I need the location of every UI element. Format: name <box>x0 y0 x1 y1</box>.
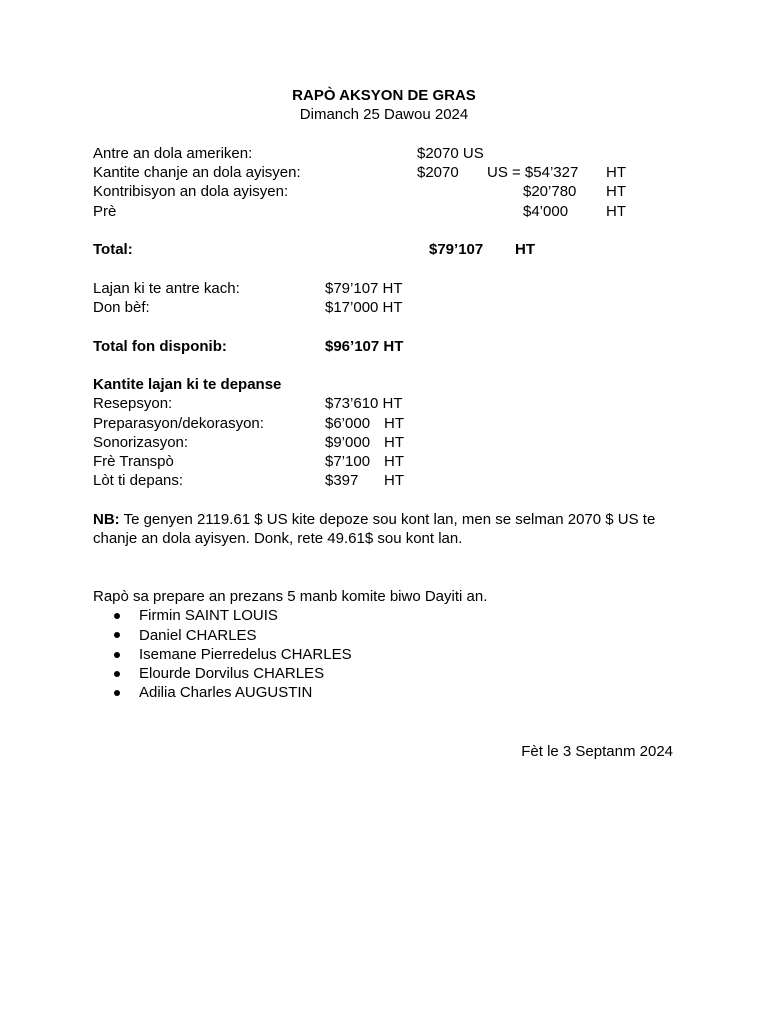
available-label: Total fon disponib: <box>93 338 227 355</box>
note-line-1 <box>93 510 655 529</box>
expense-label: Frè Transpò <box>93 453 174 470</box>
committee-intro: Rapò sa prepare an prezans 5 manb komite biwo Dayiti an. <box>93 588 488 605</box>
expense-unit: HT <box>384 434 404 451</box>
total-value: $79’107 <box>429 241 484 258</box>
expense-value: $6’000 <box>325 415 371 432</box>
loan-unit: HT <box>606 203 626 220</box>
expense-label: Preparasyon/dekorasyon: <box>93 415 264 432</box>
contrib-value: $20’780 <box>523 183 577 200</box>
usd-in-label: Antre an dola ameriken: <box>93 145 253 162</box>
bullet-icon <box>114 632 120 638</box>
available-value: $96’107 HT <box>325 338 404 355</box>
exchange-usd: $2070 <box>417 164 459 181</box>
report-date: Dimanch 25 Dawou 2024 <box>299 106 469 123</box>
committee-member: Elourde Dorvilus CHARLES <box>139 665 325 682</box>
expense-unit: HT <box>384 453 404 470</box>
expense-label: Resepsyon: <box>93 395 173 412</box>
bullet-icon <box>114 613 120 619</box>
beef-value: $17’000 HT <box>325 299 403 316</box>
note-prefix: NB: <box>93 511 120 528</box>
exchange-unit: HT <box>606 164 626 181</box>
committee-member: Firmin SAINT LOUIS <box>139 607 278 624</box>
total-unit: HT <box>515 241 535 258</box>
note-line-2: chanje an dola ayisyen. Donk, rete 49.61$ sou kont lan. <box>93 530 463 547</box>
expense-unit: HT <box>384 472 404 489</box>
note-text-1: Te genyen 2119.61 $ US kite depoze sou kont lan, men se selman 2070 $ US te <box>119 511 656 528</box>
committee-member: Adilia Charles AUGUSTIN <box>139 684 313 701</box>
bullet-icon <box>114 690 120 696</box>
expense-value: $73’610 HT <box>325 395 403 412</box>
committee-member: Daniel CHARLES <box>139 627 257 644</box>
usd-in-value: $2070 US <box>417 145 484 162</box>
contrib-label: Kontribisyon an dola ayisyen: <box>93 183 289 200</box>
expense-label: Sonorizasyon: <box>93 434 189 451</box>
expense-value: $9’000 <box>325 434 371 451</box>
expense-value: $397 <box>325 472 359 489</box>
committee-member: Isemane Pierredelus CHARLES <box>139 646 352 663</box>
total-label: Total: <box>93 241 133 258</box>
bullet-icon <box>114 671 120 677</box>
bullet-icon <box>114 652 120 658</box>
expense-unit: HT <box>384 415 404 432</box>
signed-date: Fèt le 3 Septanm 2024 <box>521 743 673 760</box>
expense-label: Lòt ti depans: <box>93 472 184 489</box>
cash-label: Lajan ki te antre kach: <box>93 280 240 297</box>
expenses-heading: Kantite lajan ki te depanse <box>93 376 282 393</box>
report-title: RAPÒ AKSYON DE GRAS <box>292 87 476 104</box>
cash-value: $79’107 HT <box>325 280 403 297</box>
loan-label: Prè <box>93 203 117 220</box>
loan-value: $4’000 <box>523 203 569 220</box>
exchange-eq: US = $54’327 <box>487 164 579 181</box>
exchange-label: Kantite chanje an dola ayisyen: <box>93 164 301 181</box>
contrib-unit: HT <box>606 183 626 200</box>
expense-value: $7’100 <box>325 453 371 470</box>
beef-label: Don bèf: <box>93 299 150 316</box>
